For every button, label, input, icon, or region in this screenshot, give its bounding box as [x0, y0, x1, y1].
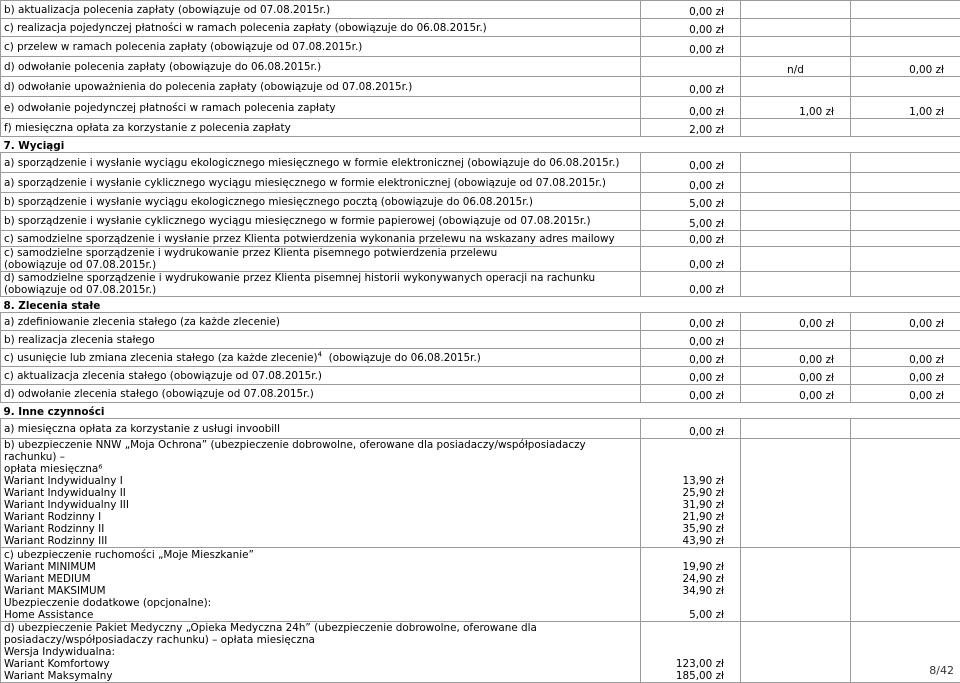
fee-description — [1, 153, 641, 173]
fee-description-text: a) zdefiniowanie zlecenia stałego (za każde zlecenie) — [4, 316, 280, 328]
fee-row — [1, 153, 960, 173]
fee-row — [1, 349, 960, 367]
fee-description — [1, 173, 641, 193]
fee-value-col1: 0,00 zł — [641, 385, 741, 403]
fee-row — [1, 119, 960, 137]
fee-value-col1: 0,00 zł — [641, 153, 741, 173]
fee-row — [1, 37, 960, 57]
fee-value-col2 — [741, 231, 851, 247]
fee-value-col3 — [851, 153, 960, 173]
fee-row — [1, 272, 960, 297]
fee-description — [1, 439, 641, 548]
fee-description — [1, 331, 641, 349]
fee-description-text: c) usunięcie lub zmiana zlecenia stałego (za każde zlecenie) — [4, 352, 318, 364]
fee-description — [1, 193, 641, 211]
fee-description-text: d) samodzielne sporządzenie i wydrukowanie przez Klienta pisemnej historii wykonywanych operacji na rachunku (obowiązuje od 07.08.2015r.) — [4, 272, 595, 296]
fee-value-col1: 0,00 zł — [641, 349, 741, 367]
fee-value-col2 — [741, 247, 851, 272]
fee-description — [1, 57, 641, 77]
fee-description — [1, 37, 641, 57]
fee-row — [1, 19, 960, 37]
fee-row — [1, 548, 960, 622]
fee-value-col1: 0,00 zł — [641, 247, 741, 272]
fee-description-text: a) sporządzenie i wysłanie cyklicznego wyciągu miesięcznego w formie elektronicznej (obowiązuje od 07.08.2015r.) — [4, 177, 606, 189]
fee-description — [1, 247, 641, 272]
fee-row — [1, 419, 960, 439]
fee-value-col2: 1,00 zł — [741, 97, 851, 119]
fee-value-col3 — [851, 439, 960, 548]
fee-value-col1: 0,00 zł — [641, 331, 741, 349]
fee-description — [1, 419, 641, 439]
fee-value-col2 — [741, 77, 851, 97]
fee-value-col3 — [851, 119, 960, 137]
fee-value-col2: 0,00 zł — [741, 385, 851, 403]
section-header-row — [1, 297, 960, 313]
fee-row — [1, 439, 960, 548]
fee-value-col2 — [741, 19, 851, 37]
footnote-marker: 4 — [318, 350, 322, 358]
fee-description-text: a) sporządzenie i wysłanie wyciągu ekologicznego miesięcznego w formie elektronicznej (obowiązuje do 06.08.2015r.) — [4, 157, 619, 169]
fee-value-col3 — [851, 1, 960, 19]
fee-description — [1, 119, 641, 137]
fee-value-col3 — [851, 419, 960, 439]
fee-description-text: c) ubezpieczenie ruchomości „Moje Mieszkanie” Wariant MINIMUM Wariant MEDIUM Wariant MAKSIMUM Ubezpieczenie dodatkowe (opcjonalne): Home Assistance — [4, 549, 254, 621]
fee-row — [1, 247, 960, 272]
fee-description-text: c) przelew w ramach polecenia zapłaty (obowiązuje od 07.08.2015r.) — [4, 41, 362, 53]
fee-row — [1, 231, 960, 247]
fee-value-col2: n/d — [741, 57, 851, 77]
fee-value-col3 — [851, 77, 960, 97]
fee-value-col3: 0,00 zł — [851, 385, 960, 403]
fee-value-col2 — [741, 37, 851, 57]
fee-value-col1: 0,00 zł — [641, 231, 741, 247]
fee-value-col3: 0,00 zł — [851, 57, 960, 77]
fee-description — [1, 1, 641, 19]
fee-description-text: b) sporządzenie i wysłanie cyklicznego wyciągu miesięcznego w formie papierowej (obowiązuje od 07.08.2015r.) — [4, 215, 591, 227]
fee-value-col3 — [851, 37, 960, 57]
fee-value-col1: 0,00 zł — [641, 367, 741, 385]
fee-row — [1, 367, 960, 385]
fee-row — [1, 211, 960, 231]
fee-description — [1, 313, 641, 331]
fee-value-col1: 0,00 zł — [641, 313, 741, 331]
fee-value-col3 — [851, 272, 960, 297]
fee-value-col2 — [741, 331, 851, 349]
fee-row — [1, 193, 960, 211]
fee-value-col3 — [851, 231, 960, 247]
fee-row — [1, 313, 960, 331]
fee-description — [1, 97, 641, 119]
fee-value-col2 — [741, 548, 851, 622]
fee-row — [1, 77, 960, 97]
fee-description — [1, 367, 641, 385]
fee-value-col2: 0,00 zł — [741, 367, 851, 385]
fee-value-col1: 0,00 zł — [641, 272, 741, 297]
fee-description-text: d) odwołanie upoważnienia do polecenia zapłaty (obowiązuje od 07.08.2015r.) — [4, 81, 412, 93]
fee-description-text: d) odwołanie zlecenia stałego (obowiązuje od 07.08.2015r.) — [4, 388, 314, 400]
fee-value-col3 — [851, 548, 960, 622]
fee-value-col3: 0,00 zł — [851, 313, 960, 331]
fee-value-col2 — [741, 419, 851, 439]
section-header-row — [1, 403, 960, 419]
fee-value-col2 — [741, 272, 851, 297]
fee-description — [1, 77, 641, 97]
fee-description — [1, 349, 641, 367]
section-header-row — [1, 137, 960, 153]
fee-description-text: c) samodzielne sporządzenie i wysłanie przez Klienta potwierdzenia wykonania przelewu na wskazany adres mailowy — [4, 233, 615, 245]
fee-value-col3 — [851, 211, 960, 231]
fee-value-col3 — [851, 173, 960, 193]
fee-description-note: (obowiązuje do 06.08.2015r.) — [322, 352, 481, 364]
fee-description — [1, 19, 641, 37]
fee-value-col1: 13,90 zł 25,90 zł 31,90 zł 21,90 zł 35,90 zł 43,90 zł — [641, 439, 741, 548]
fee-description-text: b) sporządzenie i wysłanie wyciągu ekologicznego miesięcznego pocztą (obowiązuje do 06.08.2015r.) — [4, 196, 533, 208]
fee-description — [1, 211, 641, 231]
section-title: 7. Wyciągi — [1, 137, 960, 153]
fee-description — [1, 272, 641, 297]
fee-value-col2 — [741, 1, 851, 19]
fee-description-text: a) miesięczna opłata za korzystanie z usługi invoobill — [4, 423, 280, 435]
fee-description-text: b) realizacja zlecenia stałego — [4, 334, 155, 346]
fee-description-text: c) aktualizacja zlecenia stałego (obowiązuje od 07.08.2015r.) — [4, 370, 322, 382]
fee-value-col1: 0,00 zł — [641, 173, 741, 193]
fee-description-text: c) realizacja pojedynczej płatności w ramach polecenia zapłaty (obowiązuje do 06.08.2015r.) — [4, 22, 487, 34]
fee-description-text: d) ubezpieczenie Pakiet Medyczny „Opieka Medyczna 24h” (ubezpieczenie dobrowolne, oferowane dla posiadaczy/współposiadaczy rachunku) – opłata miesięczna Wersja Indywidualna: Wariant Komfortowy Wariant Maksymalny — [4, 622, 537, 682]
fee-value-col2: 0,00 zł — [741, 349, 851, 367]
fee-row — [1, 385, 960, 403]
fee-value-col1: 5,00 zł — [641, 193, 741, 211]
fee-description-text: b) aktualizacja polecenia zapłaty (obowiązuje od 07.08.2015r.) — [4, 4, 330, 16]
fee-description-text: f) miesięczna opłata za korzystanie z polecenia zapłaty — [4, 122, 291, 134]
fee-value-col2 — [741, 173, 851, 193]
fee-description-text: d) odwołanie polecenia zapłaty (obowiązuje do 06.08.2015r.) — [4, 61, 321, 73]
fee-value-col2 — [741, 622, 851, 683]
fee-description — [1, 548, 641, 622]
fee-value-col2 — [741, 211, 851, 231]
section-title: 8. Zlecenia stałe — [1, 297, 960, 313]
fee-value-col1: 0,00 zł — [641, 37, 741, 57]
fee-value-col2 — [741, 153, 851, 173]
fee-value-col3: 0,00 zł — [851, 349, 960, 367]
fee-value-col3: 1,00 zł — [851, 97, 960, 119]
fee-value-col1: 2,00 zł — [641, 119, 741, 137]
fee-value-col3 — [851, 247, 960, 272]
fee-value-col3 — [851, 331, 960, 349]
page-number: 8/42 — [929, 664, 954, 677]
fee-value-col1: 0,00 zł — [641, 77, 741, 97]
fee-row — [1, 331, 960, 349]
fee-value-col3 — [851, 193, 960, 211]
fee-description — [1, 622, 641, 683]
section-title: 9. Inne czynności — [1, 403, 960, 419]
fee-row — [1, 1, 960, 19]
fee-value-col3: 0,00 zł — [851, 367, 960, 385]
fee-value-col1: 0,00 zł — [641, 97, 741, 119]
fee-row — [1, 173, 960, 193]
fee-value-col2 — [741, 193, 851, 211]
fee-value-col1: 19,90 zł 24,90 zł 34,90 zł 5,00 zł — [641, 548, 741, 622]
fee-description — [1, 385, 641, 403]
fee-value-col3 — [851, 19, 960, 37]
fee-row — [1, 622, 960, 683]
fee-row — [1, 97, 960, 119]
fee-value-col1: 5,00 zł — [641, 211, 741, 231]
fee-value-col2 — [741, 119, 851, 137]
fee-description — [1, 231, 641, 247]
fee-value-col1: 0,00 zł — [641, 19, 741, 37]
fee-value-col2 — [741, 439, 851, 548]
fee-description-text: b) ubezpieczenie NNW „Moja Ochrona” (ubezpieczenie dobrowolne, oferowane dla posiadaczy/współposiadaczy rachunku) – opłata miesięczna⁶ Wariant Indywidualny I Wariant Indywidualny II Wariant Indywidualny III Wariant Rodzinny I Wariant Rodzinny II Wariant Rodzinny III — [4, 439, 586, 547]
fee-description-text: c) samodzielne sporządzenie i wydrukowanie przez Klienta pisemnego potwierdzenia przelewu (obowiązuje od 07.08.2015r.) — [4, 247, 497, 271]
fee-value-col1 — [641, 57, 741, 77]
fee-description-text: e) odwołanie pojedynczej płatności w ramach polecenia zapłaty — [4, 102, 336, 114]
fee-row — [1, 57, 960, 77]
fee-value-col1: 123,00 zł 185,00 zł — [641, 622, 741, 683]
fee-value-col2: 0,00 zł — [741, 313, 851, 331]
fee-value-col1: 0,00 zł — [641, 419, 741, 439]
fee-value-col1: 0,00 zł — [641, 1, 741, 19]
